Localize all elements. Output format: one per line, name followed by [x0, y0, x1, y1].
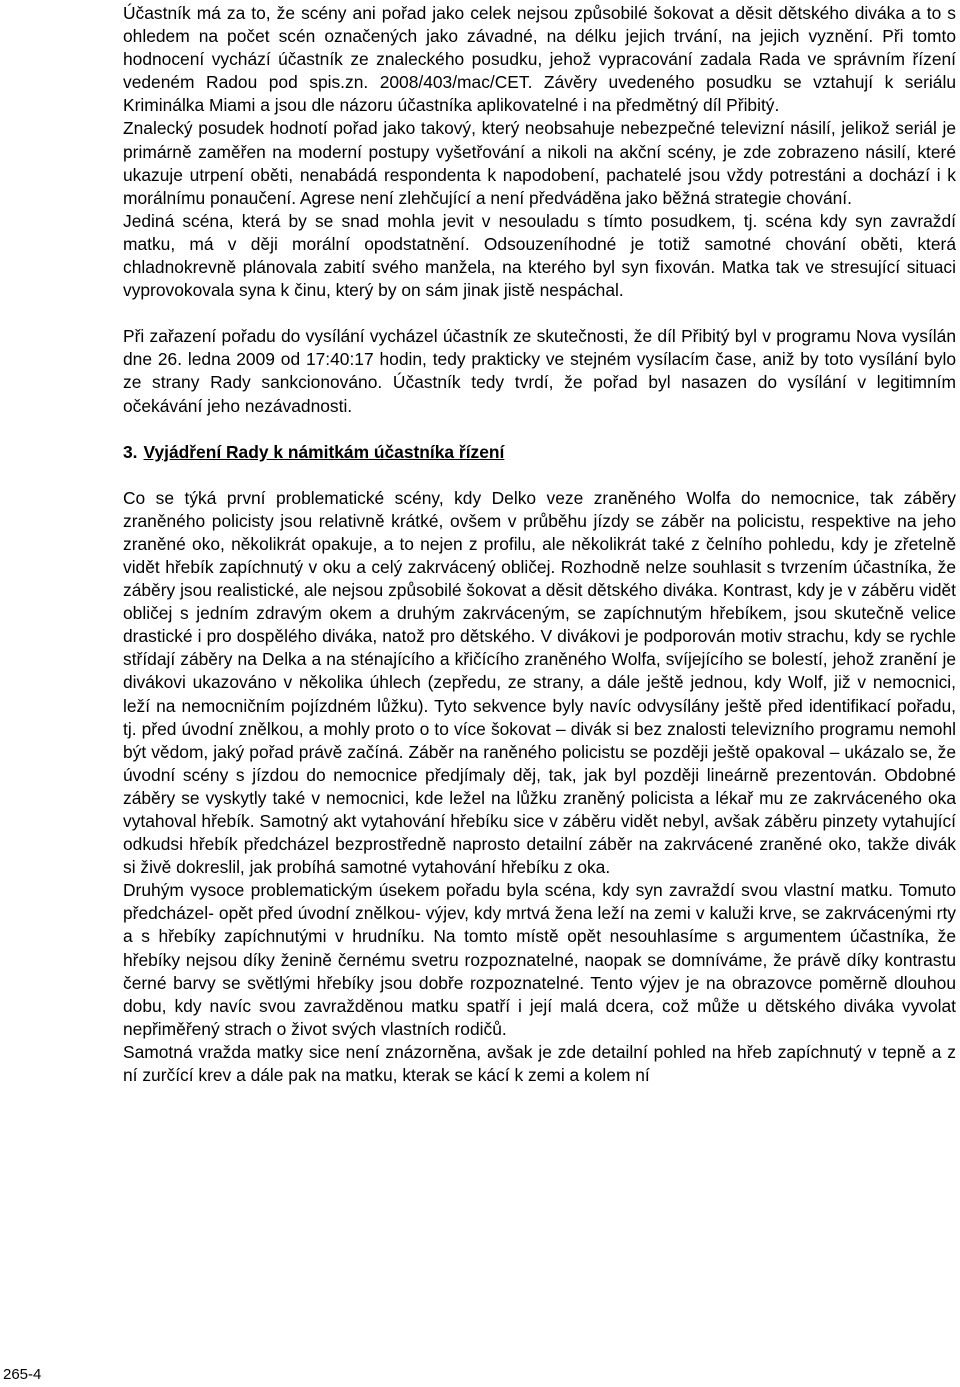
section-number: 3. [123, 441, 138, 462]
paragraph-expert-report: Znalecký posudek hodnotí pořad jako takový, který neobsahuje nebezpečné televizní násilí, jelikož seriál je primárně zaměřen na moderní postupy vyšetřování a nikoli na akční scény, je zde zobrazeno násilí, které ukazuje utrpení oběti, nenabádá respondenta k napodobení, pachatelé jsou vždy potrestáni a dochází i k morálnímu ponaučení. Agrese není zlehčující a není předváděna jako běžná strategie chování. [123, 118, 956, 208]
paragraph-participant-opinion: Účastník má za to, že scény ani pořad jako celek nejsou způsobilé šokovat a děsit dětského diváka a to s ohledem na počet scén označených jako závadné, na délku jejich trvání, na jejich vyznění. Při tomto hodnocení vychází účastník ze znaleckého posudku, jehož vypracování zadala Rada ve správním řízení vedeném Radou pod spis.zn. 2008/403/mac/CET. Závěry uvedeného posudku se vztahují k seriálu Kriminálka Miami a jsou dle názoru účastníka aplikovatelné i na předmětný díl Přibitý. [123, 3, 956, 116]
document-body [123, 2, 956, 1087]
section-heading [123, 441, 956, 464]
paragraph-second-scene: Druhým vysoce problematickým úsekem pořadu byla scéna, kdy syn zavraždí svou vlastní matku. Tomuto předcházel- opět před úvodní znělkou- výjev, kdy mrtvá žena leží na zemi v kaluži krve, se zakrvácenými rty a s hřebíky zapíchnutými v hrudníku. Na tomto místě opět nesouhlasíme s argumentem účastníka, že hřebíky nejsou díky ženině černému svetru rozpoznatelné, naopak se domníváme, že právě díky kontrastu černé barvy se světlými hřebíky jsou dobře rozpoznatelné. Tento výjev je na obrazovce poměrně dlouhou dobu, kdy navíc svou zavražděnou matku spatří i její malá dcera, což může u dětského diváka vyvolat nepřiměřený strach o život svých vlastních rodičů. [123, 880, 956, 1039]
paragraph-first-scene: Co se týká první problematické scény, kdy Delko veze zraněného Wolfa do nemocnice, tak záběry zraněného policisty jsou relativně krátké, ovšem v průběhu jízdy se záběr na policistu, respektive na jeho zraněné oko, několikrát opakuje, a to nejen z profilu, ale několikrát také z čelního pohledu, kdy je zřetelně vidět hřebík zapíchnutý v oku a celý zakrvácený obličej. Rozhodně nelze souhlasit s tvrzením účastníka, že záběry jsou realistické, ale nejsou způsobilé šokovat a děsit dětského diváka. Kontrast, kdy je v záběru vidět obličej s jedním zdravým okem a druhým zakrváceným, se zapíchnutým hřebíkem, jsou skutečně velice drastické i pro dospělého diváka, natož pro dětského. V divákovi je podporován motiv strachu, kdy se rychle střídají záběry na Delka a na sténajícího a křičícího zraněného Wolfa, svíjejícího se bolestí, jehož zranění je divákovi ukazováno v několika úhlech (zepředu, ze strany, a dále ještě jednou, kdy Wolf, již v nemocnici, leží na nemocničním pojízdném lůžku). Tyto sekvence byly navíc odvysílány ještě před identifikací pořadu, tj. před úvodní znělkou, a mohly proto o to více šokovat – divák si bez znalosti televizního programu nemohl být vědom, jaký pořad právě začíná. Záběr na raněného policistu se později ještě opakoval – ukázalo se, že úvodní scény s jízdou do nemocnice předjímaly děj, tak, jak byl později lineárně prezentován. Obdobné záběry se vyskytly také v nemocnici, kde ležel na lůžku zraněný policista a lékař mu ze zakrváceného oka vytahoval hřebík. Samotný akt vytahování hřebíku sice v záběru vidět nebyl, avšak záběru pinzety vytahující odkudsi hřebík předcházel bezprostředně naprosto detailní záběr na zakrvácené zraněné oko, takže divák si živě dokreslil, jak probíhá samotné vytahování hřebíku z oka. [123, 487, 956, 878]
paragraph-broadcast-time: Při zařazení pořadu do vysílání vycházel účastník ze skutečnosti, že díl Přibitý byl v programu Nova vysílán dne 26. ledna 2009 od 17:40:17 hodin, tedy prakticky ve stejném vysílacím čase, aniž by toto vysílání bylo ze strany Rady sankcionováno. Účastník tedy tvrdí, že pořad byl nasazen do vysílání v legitimním očekávání jeho nezávadnosti. [123, 326, 956, 416]
paragraph-gap [123, 418, 956, 441]
paragraph-gap [123, 464, 956, 487]
paragraph-murder-detail: Samotná vražda matky sice není znázorněna, avšak je zde detailní pohled na hřeb zapíchnutý v tepně a z ní zurčící krev a dále pak na matku, kterak se kácí k zemi a kolem ní [123, 1041, 956, 1086]
paragraph-murder-scene: Jediná scéna, která by se snad mohla jevit v nesouladu s tímto posudkem, tj. scéna kdy syn zavraždí matku, má v ději morální opodstatnění. Odsouzeníhodné je totiž samotné chování oběti, která chladnokrevně plánovala zabití svého manžela, na kterého byl syn fixován. Matka tak ve stresující situaci vyprovokovala syna k činu, který by on sám jinak jistě nespáchal. [123, 210, 956, 301]
section-title: Vyjádření Rady k námitkám účastníka řízení [143, 441, 505, 462]
paragraph-gap [123, 302, 956, 325]
page-number: 265-4 [3, 1366, 42, 1383]
